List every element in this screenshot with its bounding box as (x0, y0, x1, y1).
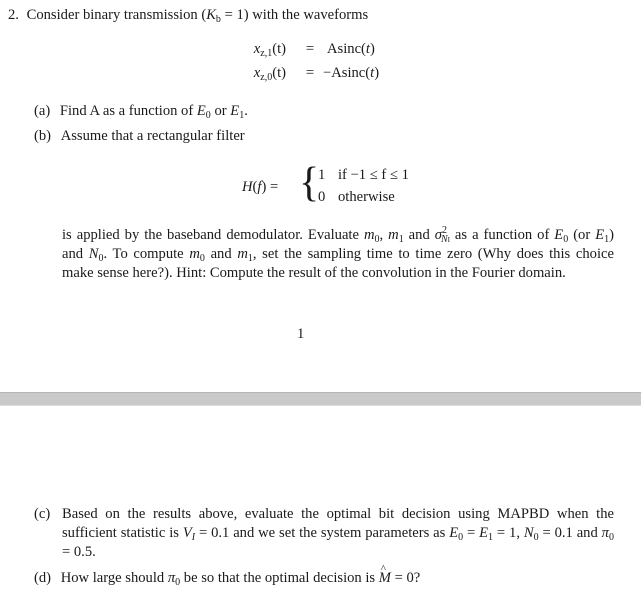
part-b-label: (b) (34, 128, 52, 144)
kb-symbol: K (206, 7, 216, 23)
part-d-label: (d) (34, 570, 52, 586)
problem-number: 2. (8, 7, 19, 23)
problem-intro: Consider binary transmission ( (26, 7, 207, 23)
page-break-divider (0, 392, 641, 406)
left-brace: { (299, 160, 320, 206)
page-number: 1 (297, 326, 305, 342)
m-hat: ^ M (379, 569, 391, 588)
part-a-label: (a) (34, 103, 51, 119)
filter-lhs: H(f) = (242, 179, 279, 195)
filter-case-2: 0 otherwise (318, 189, 395, 205)
problem-heading: 2. Consider binary transmission $(K_b = 1)$ with the waveforms (8, 7, 369, 25)
part-d: (d) How large should $\pi_0$ be so that the optimal decision is ^ M = 0? (34, 569, 420, 588)
part-c-label: (c) (34, 506, 51, 522)
part-b-paragraph: is applied by the baseband demodulator. Evaluate $m_0$, $m_1$ and $\sigma^2_{NI}$ as a function of $E_0$ (or $E_1$) and $N_0$. To compute $m_0$ and $m_1$, set the sampling time to time zero (Why does this choice make sense here?). Hint: Compute the result of the convolution in the Fourier domain. (62, 225, 614, 281)
part-c-paragraph: Based on the results above, evaluate the optimal bit decision using MAPBD when the sufficient statistic is $V_I = 0.1$ and we set the system parameters as $E_0 = E_1 = 1$, $N_0 = 0.1$ and $\pi_0 = 0.5$. (62, 506, 614, 560)
part-b: (b) Assume that a rectangular filter (34, 128, 245, 144)
part-a: (a) Find A as a function of $E_0$ or $E_1$. (34, 103, 248, 121)
filter-case-1: 1 if −1 ≤ f ≤ 1 (318, 167, 409, 183)
